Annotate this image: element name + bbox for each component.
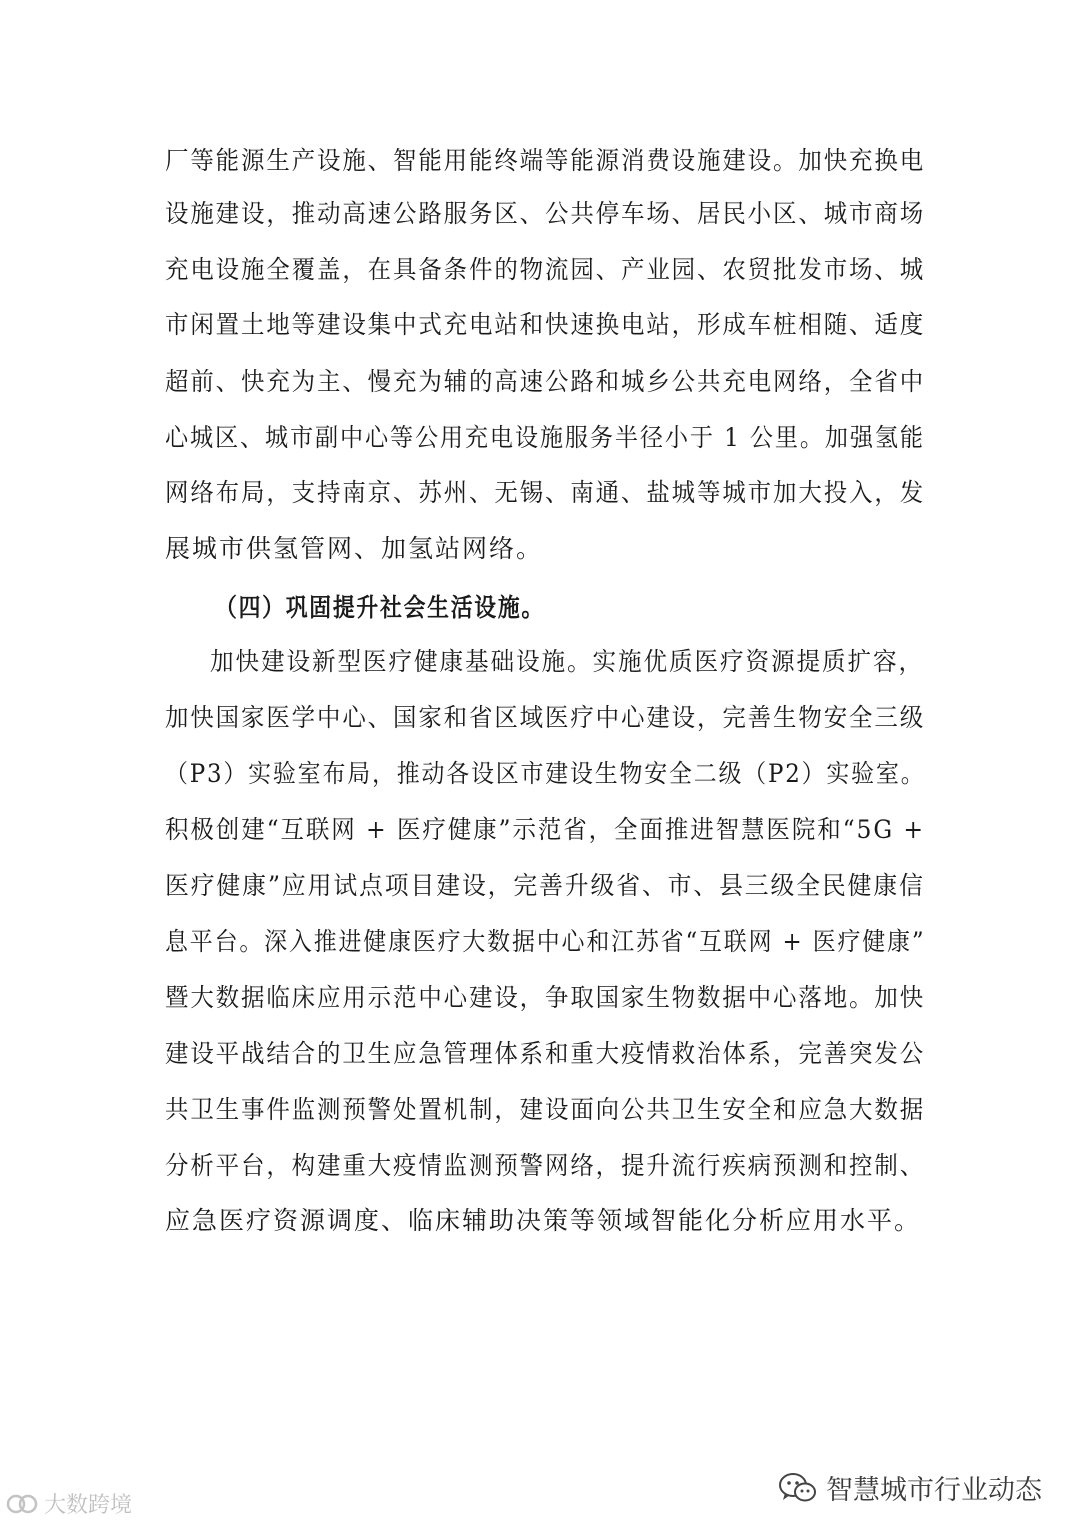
- body-line-4: 市闲置土地等建设集中式充电站和快速换电站，形成车桩相随、适度: [165, 310, 926, 339]
- body-line-16: 建设平战结合的卫生应急管理体系和重大疫情救治体系，完善突发公: [165, 1039, 926, 1068]
- body-line-12: 积极创建“互联网 + 医疗健康”示范省，全面推进智慧医院和“5G +: [165, 815, 925, 844]
- body-line-11: （P3）实验室布局，推动各设区市建设生物安全二级（P2）实验室。: [165, 759, 926, 788]
- body-line-1: 厂等能源生产设施、智能用能终端等能源消费设施建设。加快充换电: [165, 146, 926, 175]
- body-line-6: 心城区、城市副中心等公用充电设施服务半径小于 1 公里。加强氢能: [165, 423, 925, 452]
- body-line-3: 充电设施全覆盖，在具备条件的物流园、产业园、农贸批发市场、城: [165, 255, 926, 284]
- watermark-right: [778, 1468, 1042, 1507]
- watermark-right-text: 智慧城市行业动态: [826, 1475, 1042, 1506]
- body-line-19: 应急医疗资源调度、临床辅助决策等领域智能化分析应用水平。: [165, 1206, 922, 1235]
- body-line-7: 网络布局，支持南京、苏州、无锡、南通、盐城等城市加大投入，发: [165, 478, 926, 507]
- body-line-15: 暨大数据临床应用示范中心建设，争取国家生物数据中心落地。加快: [165, 983, 926, 1012]
- body-line-18: 分析平台，构建重大疫情监测预警网络，提升流行疾病预测和控制、: [165, 1151, 926, 1180]
- watermark-left: [6, 1488, 132, 1519]
- section-heading: （四）巩固提升社会生活设施。: [215, 593, 546, 622]
- body-line-17: 共卫生事件监测预警处置机制，建设面向公共卫生安全和应急大数据: [165, 1095, 926, 1124]
- watermark-logo-icon: [6, 1493, 40, 1515]
- body-line-5: 超前、快充为主、慢充为辅的高速公路和城乡公共充电网络，全省中: [165, 367, 926, 396]
- body-line-10: 加快国家医学中心、国家和省区域医疗中心建设，完善生物安全三级: [165, 703, 926, 732]
- body-line-13: 医疗健康”应用试点项目建设，完善升级省、市、县三级全民健康信: [165, 871, 925, 900]
- body-line-14: 息平台。深入推进健康医疗大数据中心和江苏省“互联网 + 医疗健康”: [165, 927, 926, 956]
- watermark-left-text: 大数跨境: [44, 1493, 133, 1518]
- body-line-8: 展城市供氢管网、加氢站网络。: [165, 534, 544, 563]
- body-line-9: 加快建设新型医疗健康基础设施。实施优质医疗资源提质扩容，: [210, 647, 924, 676]
- body-line-2: 设施建设，推动高速公路服务区、公共停车场、居民小区、城市商场: [165, 199, 926, 228]
- wechat-icon: [778, 1471, 818, 1505]
